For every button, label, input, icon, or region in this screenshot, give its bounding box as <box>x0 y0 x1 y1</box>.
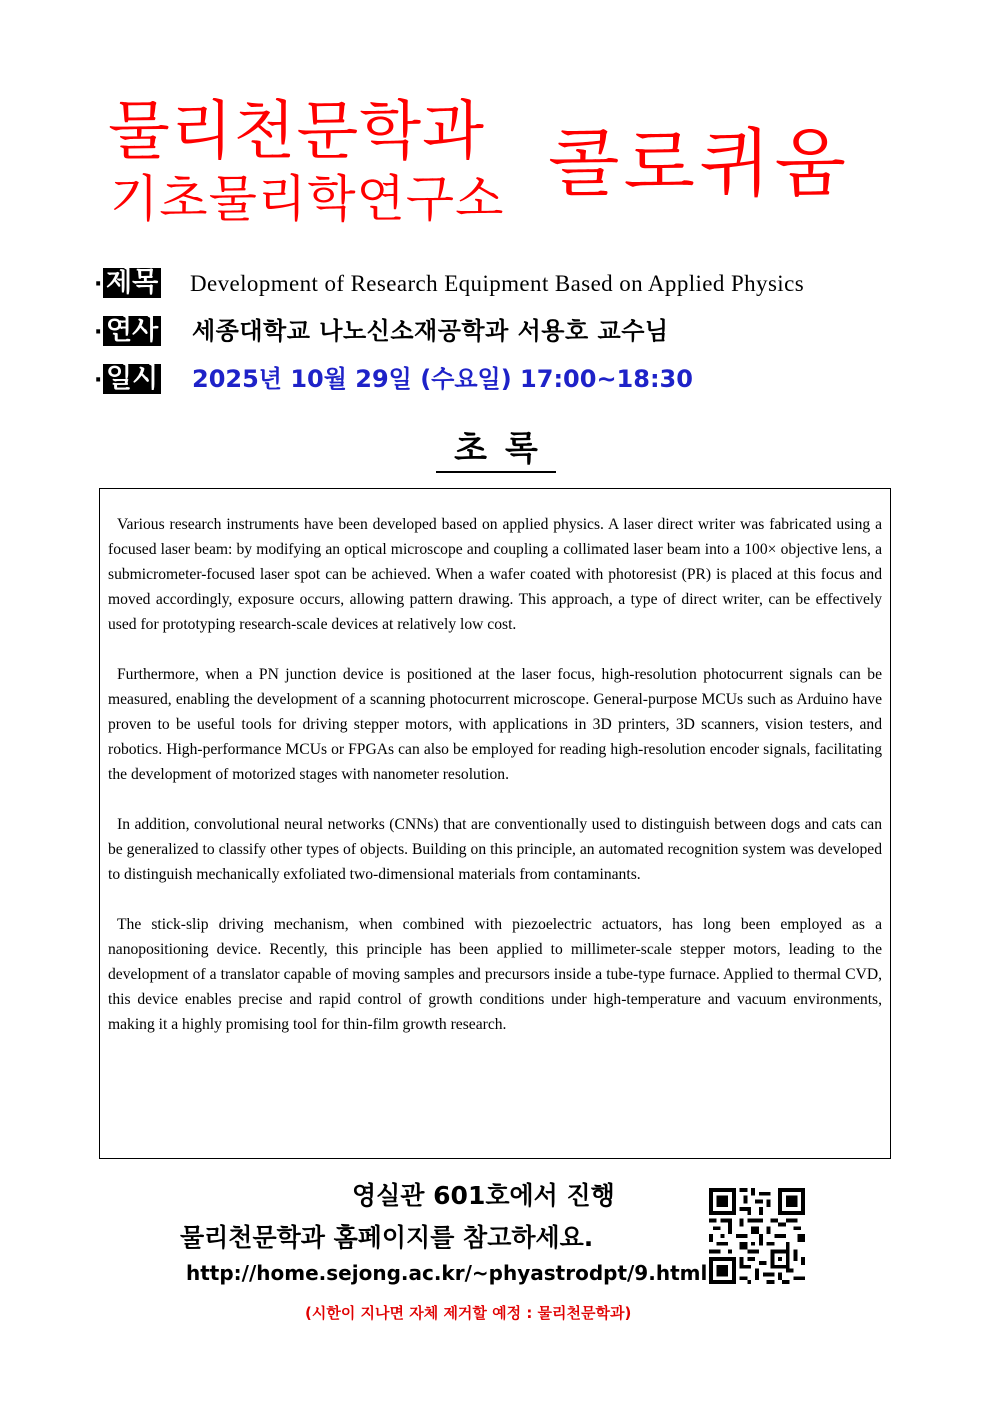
talk-title: Development of Research Equipment Based on Applied Physics <box>190 271 805 296</box>
abstract-paragraph: Furthermore, when a PN junction device is positioned at the laser focus, high-resolution photocurrent signals can be measured, enabling the development of a scanning photocurrent microscope. General-purpose MCUs such as Arduino have proven to be useful tools for driving stepper motors, with applications in 3D printers, 3D scanners, vision testers, and robotics. High-performance MCUs or FPGAs can also be employed for reading high-resolution encoder signals, facilitating the development of motorized stages with nanometer resolution. <box>108 666 882 783</box>
department-title: 물리천문학과 <box>108 95 485 169</box>
qr-code-icon[interactable] <box>709 1188 805 1284</box>
homepage-note: 물리천문학과 홈페이지를 참고하세요. <box>180 1223 594 1252</box>
abstract-heading-wrap <box>0 427 992 473</box>
abstract-paragraph: Various research instruments have been developed based on applied physics. A laser direct writer was fabricated using a focused laser beam: by modifying an optical microscope and coupling a collimated laser beam into a 100× objective lens, a submicrometer-focused laser spot can be achieved. When a wafer coated with photoresist (PR) is placed at this focus and moved accordingly, exposure occurs, allowing pattern drawing. This approach, a type of direct writer, can be effectively used for prototyping research-scale devices at relatively low cost. <box>108 516 882 633</box>
speaker-name: 세종대학교 나노신소재공학과 서용호 교수님 <box>192 317 669 345</box>
speaker-label: 연사 <box>103 316 161 346</box>
title-label: 제목 <box>103 268 161 298</box>
homepage-url[interactable]: http://home.sejong.ac.kr/~phyastrodpt/9.html <box>186 1261 708 1285</box>
abstract-heading: 초록 <box>436 427 556 473</box>
institute-title: 기초물리학연구소 <box>110 170 505 228</box>
colloquium-title: 콜로퀴움 <box>548 121 850 207</box>
bullet: · <box>94 368 103 393</box>
bullet: · <box>94 320 103 345</box>
abstract-paragraph: In addition, convolutional neural networks (CNNs) that are conventionally used to distinguish between dogs and cats can be generalized to classify other types of objects. Building on this principle, an automated recognition system was developed to distinguish mechanically exfoliated two-dimensional materials from contaminants. <box>108 816 882 883</box>
event-datetime: 2025년 10월 29일 (수요일) 17:00~18:30 <box>192 365 693 393</box>
abstract-box <box>99 488 891 1159</box>
venue-text: 영실관 601호에서 진행 <box>352 1181 615 1210</box>
removal-notice: (시한이 지나면 자체 제거할 예정 : 물리천문학과) <box>305 1304 632 1322</box>
bullet: · <box>94 272 103 297</box>
date-label: 일시 <box>103 364 161 394</box>
abstract-paragraph: The stick-slip driving mechanism, when combined with piezoelectric actuators, has long been employed as a nanopositioning device. Recently, this principle has been applied to millimeter-scale stepper motors, leading to the development of a translator capable of moving samples and precursors inside a tube-type furnace. Applied to thermal CVD, this device enables precise and rapid control of growth conditions under high-temperature and vacuum environments, making it a highly promising tool for thin-film growth research. <box>108 916 882 1033</box>
